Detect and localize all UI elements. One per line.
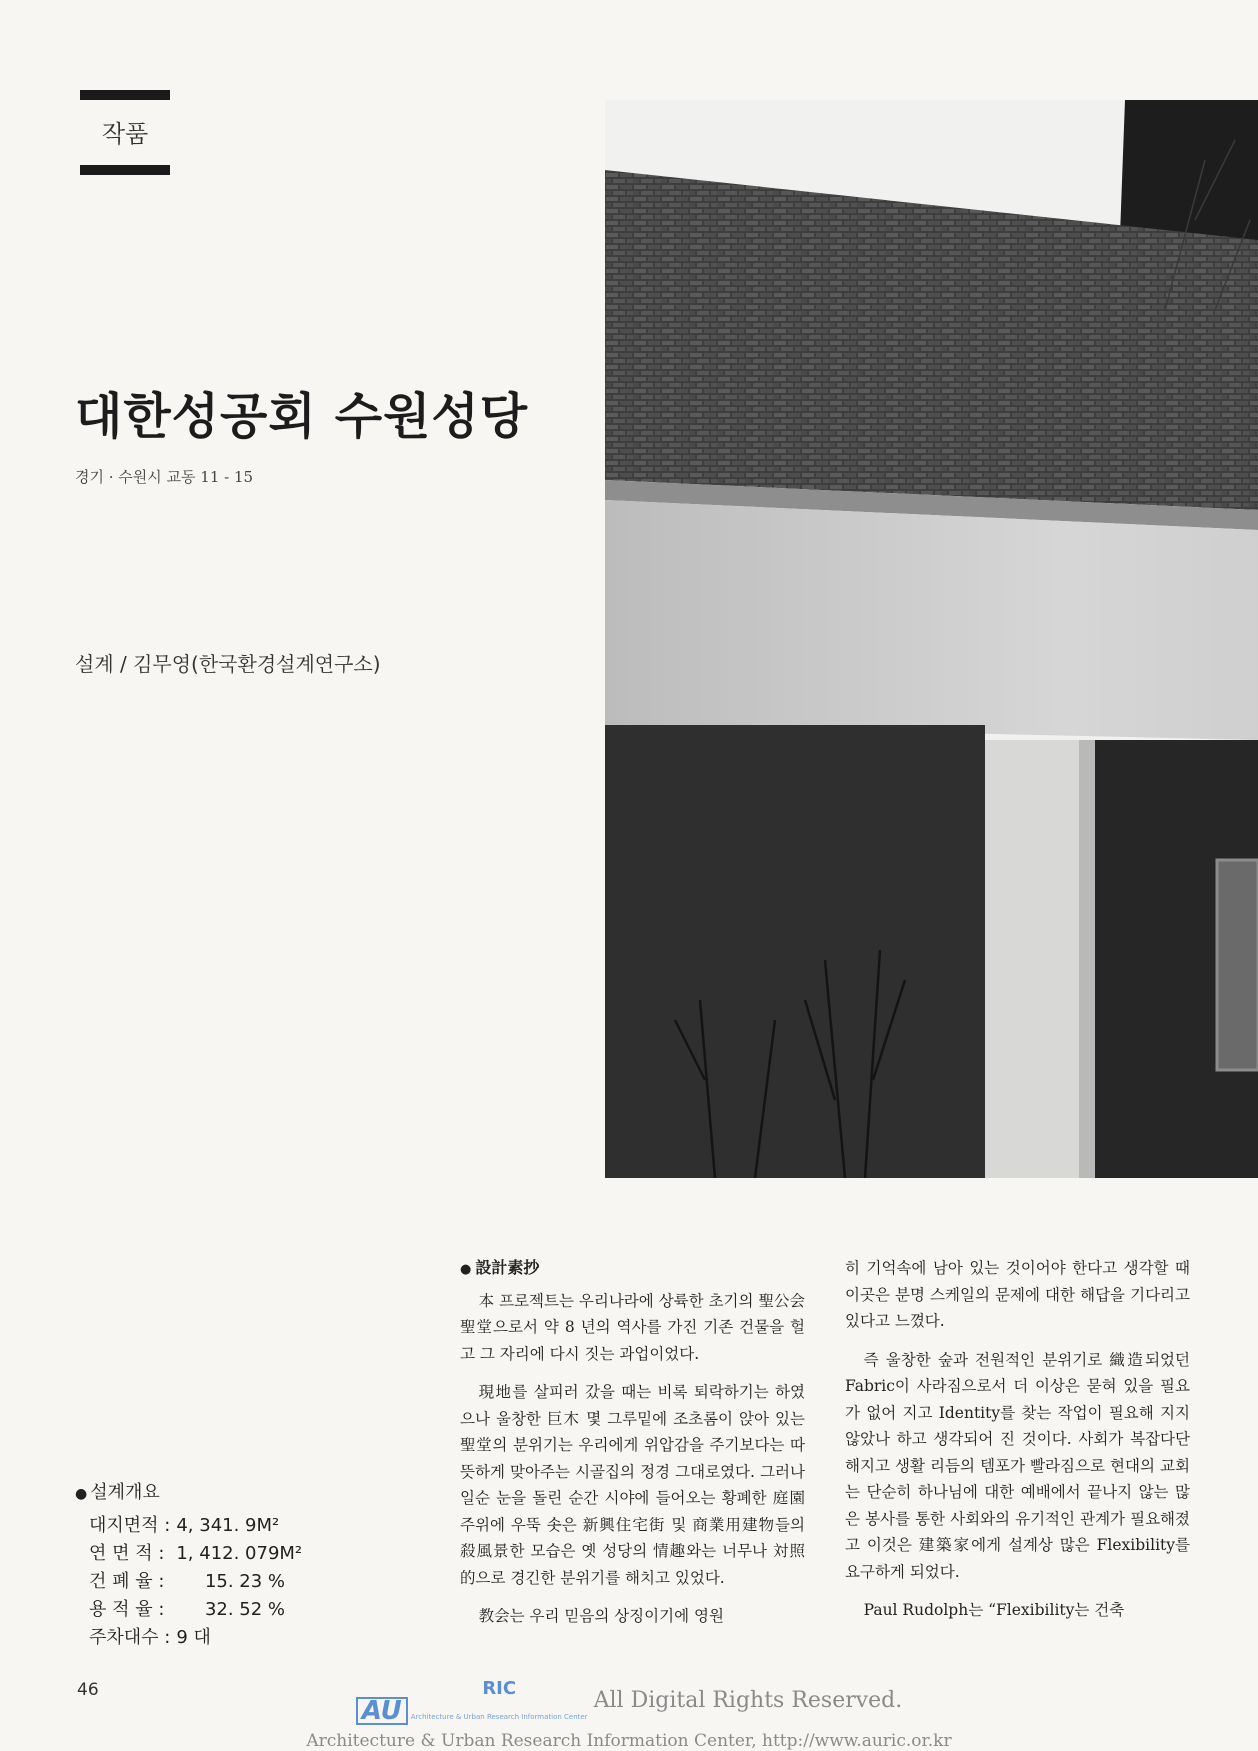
article-paragraph: 本 프로젝트는 우리나라에 상륙한 초기의 聖公会聖堂으로서 약 8 년의 역사를 가진 기존 건물을 헐고 그 자리에 다시 짓는 과업이었다. [460, 1291, 805, 1363]
overview-row [89, 1512, 302, 1540]
overview-value: 15. 23 % [176, 1571, 286, 1592]
overview-label: 용 적 율 : [89, 1599, 165, 1620]
overview-label: 연 면 적 : [89, 1543, 165, 1564]
photo-column-shade [1079, 740, 1095, 1178]
section-tag [80, 90, 170, 175]
overview-label: 건 폐 율 : [89, 1571, 165, 1592]
section-tag-label: 작품 [101, 120, 149, 148]
article-subheading-text: 設計素抄 [475, 1258, 540, 1277]
auric-logo-subtitle: Architecture & Urban Research Information Center [410, 1713, 588, 1721]
overview-value: 4, 341. 9M² [176, 1515, 280, 1536]
bullet-icon: ● [460, 1262, 472, 1277]
building-photo [605, 100, 1258, 1178]
photo-column [985, 740, 1095, 1178]
overview-row [89, 1596, 302, 1624]
overview-value: 32. 52 % [176, 1599, 286, 1620]
overview-heading [75, 1478, 302, 1504]
design-overview [75, 1478, 302, 1652]
overview-label: 주차대수 : [89, 1627, 171, 1648]
auric-logo [356, 1675, 588, 1725]
bullet-icon: ● [75, 1486, 88, 1502]
page-number: 46 [77, 1680, 99, 1700]
overview-row [89, 1624, 302, 1652]
photo-lower-left [605, 725, 985, 1178]
article-designer: 설계 / 김무영(한국환경설계연구소) [75, 652, 381, 676]
article-subheading [460, 1255, 805, 1284]
article-column-1 [460, 1255, 805, 1642]
overview-value: 1, 412. 079M² [176, 1543, 303, 1564]
overview-value: 9 대 [176, 1627, 211, 1648]
auric-logo-mark: AU [356, 1697, 408, 1725]
auric-logo-brand: RIC [482, 1678, 517, 1699]
article-paragraph: 즉 울창한 숲과 전원적인 분위기로 織造되었던 Fabric이 사라짐으로서 더 이상은 묻혀 있을 필요가 없어 지고 Identity를 찾는 작업이 필요해 지지 않았나 하고 생각되어 진 것이다. 사회가 복잡다단해지고 생활 리듬의 템포가 빨라짐으로 현대의 교회는 단순히 하나님에 대한 예배에서 끝나지 않는 많은 봉사를 통한 사회와의 유기적인 관계가 필요해졌고 이것은 建築家에게 설계상 많은 Flexibility를 요구하게 되었다. [845, 1350, 1190, 1581]
overview-row [89, 1540, 302, 1568]
article-title: 대한성공회 수원성당 [75, 388, 529, 445]
article-paragraph: 히 기억속에 남아 있는 것이어야 한다고 생각할 때 이곳은 분명 스케일의 문제에 대한 해답을 기다리고 있다고 느꼈다. [845, 1259, 1190, 1330]
overview-label: 대지면적 : [89, 1515, 171, 1536]
footer-rights-text: All Digital Rights Reserved. [593, 1687, 903, 1713]
article-address: 경기 · 수원시 교동 11 - 15 [75, 468, 254, 486]
photo-stucco-wall [605, 500, 1258, 740]
article-column-2 [845, 1255, 1190, 1636]
section-tag-bottom-bar [80, 165, 170, 175]
overview-table [89, 1512, 302, 1652]
photo-window [1217, 860, 1258, 1070]
article-paragraph: Paul Rudolph는 “Flexibility는 건축 [863, 1601, 1125, 1619]
section-tag-top-bar [80, 90, 170, 100]
footer [0, 1675, 1258, 1751]
article-paragraph: 現地를 살피러 갔을 때는 비록 퇴락하기는 하였으나 울창한 巨木 몇 그루밑에 조초롬이 앉아 있는 聖堂의 분위기는 우리에게 위압감을 주기보다는 따뜻하게 맞아주는 시골집의 정경 그대로였다. 그러나 일순 눈을 돌린 순간 시야에 들어오는 황폐한 庭園주위에 우뚝 솟은 新興住宅街 및 商業用建物들의 殺風景한 모습은 옛 성당의 情趣와는 너무나 対照的으로 경긴한 분위기를 해치고 있었다. [460, 1383, 805, 1587]
overview-row [89, 1568, 302, 1596]
footer-credit: Architecture & Urban Research Information Center, http://www.auric.or.kr [306, 1731, 952, 1751]
overview-heading-text: 설계개요 [90, 1482, 160, 1503]
article-paragraph: 教会는 우리 믿음의 상징이기에 영원 [478, 1607, 724, 1625]
footer-rights-line [0, 1675, 1258, 1725]
